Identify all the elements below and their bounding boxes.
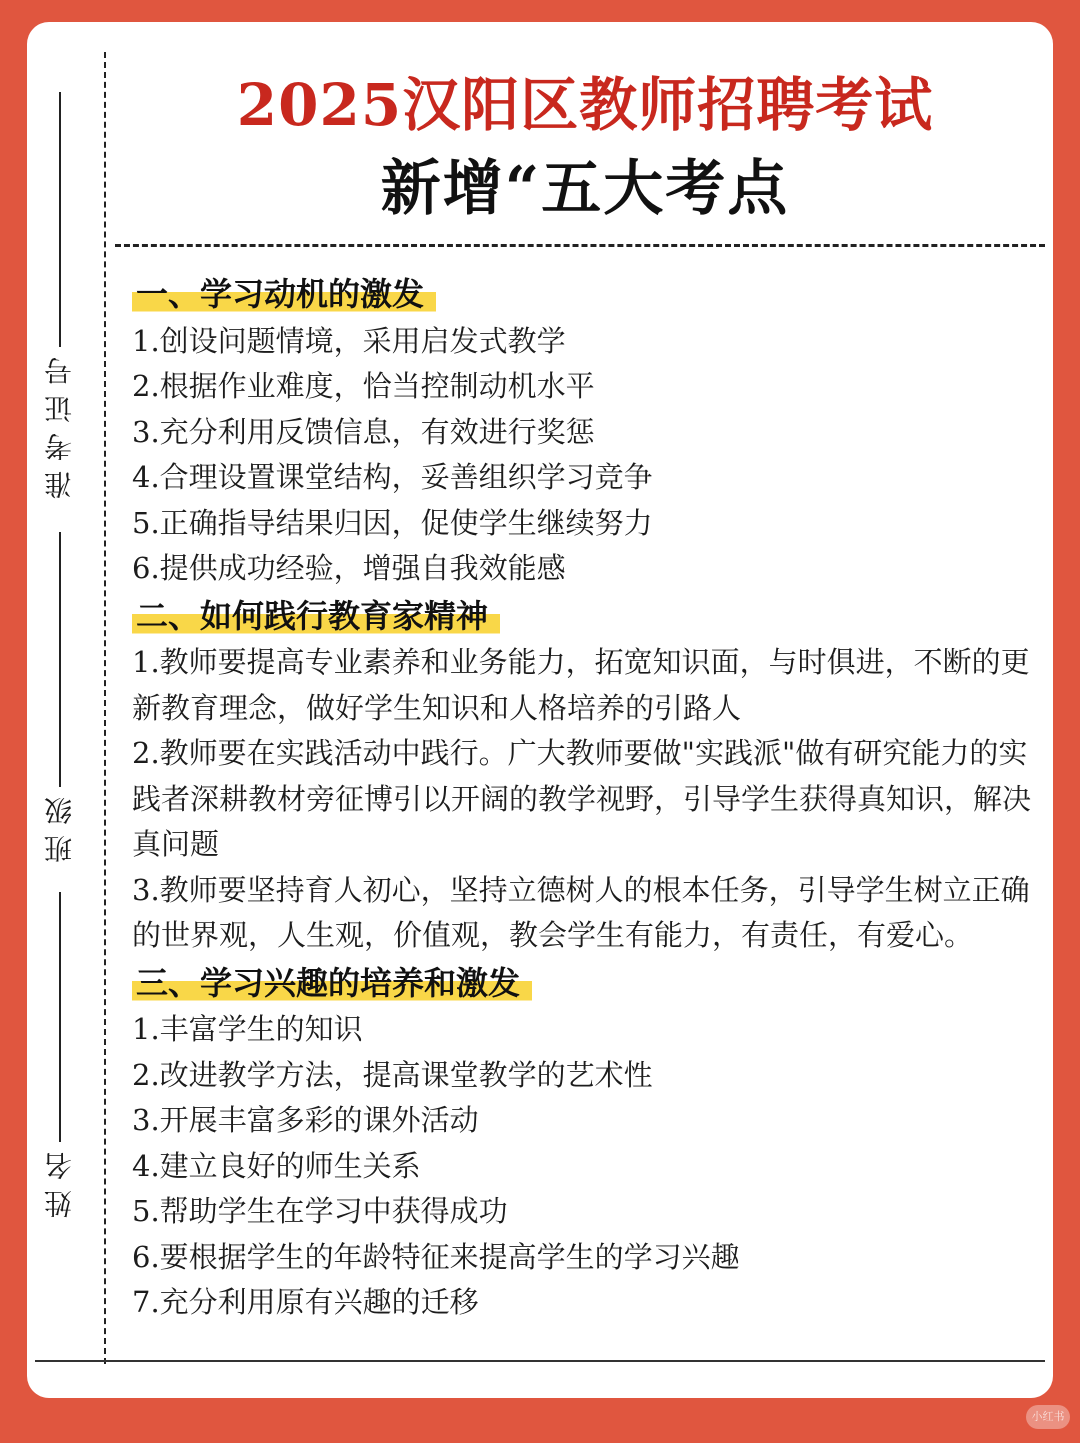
- list-item: 3.充分利用反馈信息，有效进行奖惩: [132, 414, 595, 449]
- name-field: [27, 892, 93, 1218]
- exam-id-rule: [59, 92, 61, 347]
- list-item: 2.根据作业难度，恰当控制动机水平: [132, 369, 595, 403]
- title-divider: [115, 244, 1045, 247]
- list-item: 5.正确指导结果归因，促使学生继续努力: [132, 505, 653, 540]
- list-item: 1.丰富学生的知识: [132, 1012, 363, 1046]
- name-label: 姓名: [43, 1142, 76, 1218]
- bottom-rule: [35, 1360, 1045, 1362]
- list-item: 6.要根据学生的年龄特征来提高学生的学习兴趣: [132, 1239, 740, 1274]
- name-rule: [59, 892, 61, 1142]
- list-item: 7.充分利用原有兴趣的迁移: [132, 1285, 479, 1319]
- exam-id-label: 准考证号: [43, 347, 76, 499]
- class-field: [27, 532, 93, 863]
- content-body: [132, 270, 1045, 1326]
- watermark-logo: 小红书: [1026, 1405, 1070, 1429]
- exam-id-field: [27, 92, 93, 499]
- list-item: 6.提供成功经验，增强自我效能感: [132, 551, 566, 585]
- page-title: [117, 70, 1053, 224]
- section-heading: 二、如何践行教育家精神: [132, 594, 1045, 641]
- section-heading: 一、学习动机的激发: [132, 272, 1045, 319]
- section-interest: [132, 961, 1045, 1326]
- list-item: 1.教师要提高专业素养和业务能力，拓宽知识面，与时俱进，不断的更新教育理念，做好学生知识和人格培养的引路人: [132, 645, 1030, 725]
- list-item: 2.教师要在实践活动中践行。广大教师要做"实践派"做有研究能力的实践者深耕教材旁征博引以开阔的教学视野，引导学生获得真知识，解决真问题: [132, 736, 1032, 861]
- section-educator-spirit: [132, 594, 1045, 959]
- document-card: [27, 22, 1053, 1398]
- binding-dashed-line: [104, 52, 106, 1364]
- section-motivation: [132, 272, 1045, 592]
- list-item: 3.开展丰富多彩的课外活动: [132, 1103, 479, 1137]
- list-item: 2.改进教学方法，提高课堂教学的艺术性: [132, 1057, 653, 1092]
- list-item: 3.教师要坚持育人初心，坚持立德树人的根本任务，引导学生树立正确的世界观，人生观，价值观，教会学生有能力，有责任，有爱心。: [132, 872, 1030, 952]
- class-rule: [59, 532, 61, 787]
- list-item: 4.合理设置课堂结构，妥善组织学习竞争: [132, 460, 653, 494]
- list-item: 5.帮助学生在学习中获得成功: [132, 1194, 508, 1228]
- title-line-2: 新增“五大考点: [380, 154, 790, 224]
- title-line-1: 2025汉阳区教师招聘考试: [236, 71, 934, 139]
- section-heading: 三、学习兴趣的培养和激发: [132, 961, 1045, 1008]
- list-item: 1.创设问题情境，采用启发式教学: [132, 323, 566, 358]
- list-item: 4.建立良好的师生关系: [132, 1148, 421, 1183]
- class-label: 班级: [43, 787, 76, 863]
